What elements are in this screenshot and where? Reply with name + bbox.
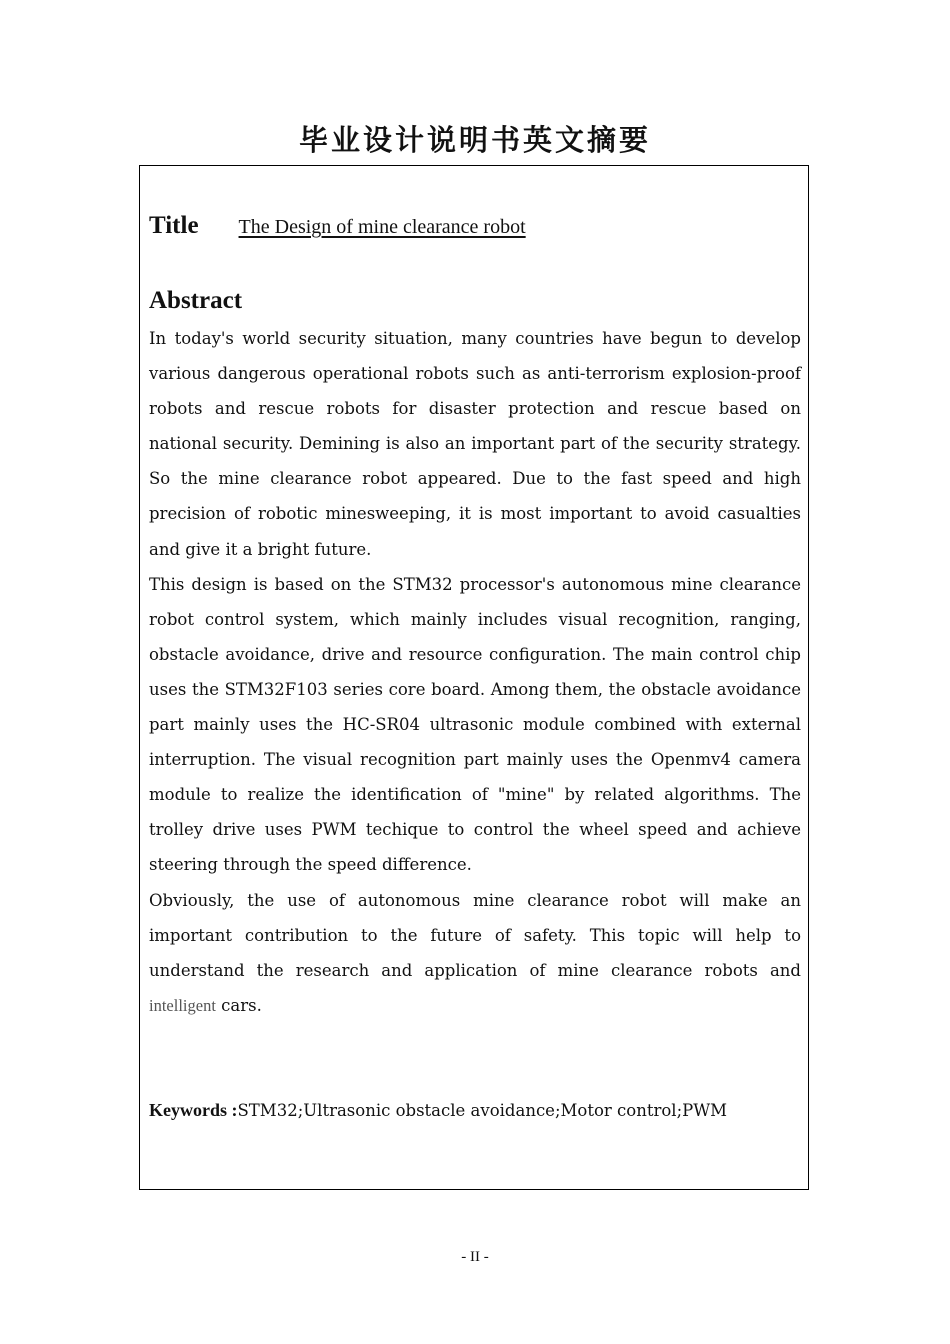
keywords-row: [149, 1096, 727, 1125]
page-number: - II -: [461, 1249, 489, 1265]
title-row: [149, 212, 552, 252]
abstract-paragraph: In today's world security situation, many countries have begun to develop various dangerous operational robots such as anti-terrorism explosion-proof robots and rescue robots for disaster protection and rescue based on national security. Demining is also an important part of the security strategy. So the mine clearance robot appeared. Due to the fast speed and high precision of robotic minesweeping, it is most important to avoid casualties and give it a bright future.: [149, 329, 801, 559]
thesis-title: The Design of mine clearance robot: [238, 216, 526, 238]
abstract-body: [149, 321, 801, 1023]
page-title: 毕业设计说明书英文摘要: [298, 123, 651, 157]
keywords-value: STM32;Ultrasonic obstacle avoidance;Motor control;PWM: [237, 1101, 728, 1120]
abstract-paragraph-text: Obviously, the use of autonomous mine clearance robot will make an important contribution to the future of safety. This topic will help to understand the research and application of mine clearance robots and: [149, 890, 801, 980]
abstract-heading: Abstract: [149, 287, 243, 314]
title-label: Title: [149, 212, 199, 239]
abstract-highlight-word: intelligent: [149, 995, 216, 1015]
abstract-paragraph: This design is based on the STM32 processor's autonomous mine clearance robot control system, which mainly includes visual recognition, ranging, obstacle avoidance, drive and resource configuration. The main control chip uses the STM32F103 series core board. Among them, the obstacle avoidance part mainly uses the HC-SR04 ultrasonic module combined with external interruption. The visual recognition part mainly uses the Openmv4 camera module to realize the identification of "mine" by related algorithms. The trolley drive uses PWM techique to control the wheel speed and achieve steering through the speed difference.: [149, 574, 801, 875]
keywords-label: Keywords :: [149, 1100, 238, 1120]
abstract-paragraph-tail: cars.: [221, 995, 262, 1015]
abstract-paragraph: [149, 883, 801, 1023]
